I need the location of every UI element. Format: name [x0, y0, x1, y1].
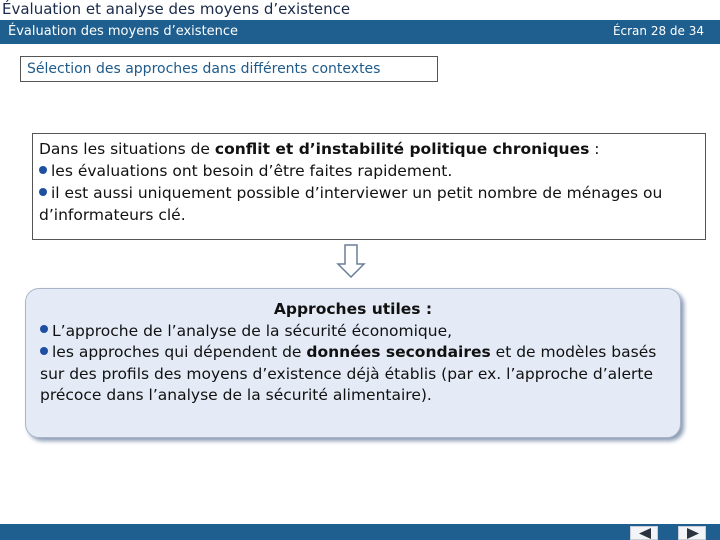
module-title: Évaluation des moyens d’existence: [8, 24, 239, 39]
approaches-title: Approches utiles :: [273, 300, 433, 318]
approaches-bullet-1: L’approche de l’analyse de la sécurité économique,: [40, 321, 666, 343]
bullet-icon: [39, 188, 47, 196]
subheader-bar: [0, 20, 720, 44]
situation-bullet-1: les évaluations ont besoin d’être faites rapidement.: [39, 160, 699, 182]
bullet-icon: [39, 166, 47, 174]
triangle-right-icon: [686, 528, 700, 539]
section-label: Sélection des approches dans différents contextes: [20, 56, 438, 82]
down-arrow-icon: [336, 244, 366, 278]
approaches-panel: [25, 288, 681, 438]
footer-bar: [0, 524, 720, 540]
bullet-icon: [40, 347, 48, 355]
situation-bullet-2: il est aussi uniquement possible d’interviewer un petit nombre de ménages ou d’informateurs clé.: [39, 184, 663, 224]
situation-box: [32, 133, 706, 240]
next-screen-button[interactable]: [678, 526, 706, 540]
course-title: Évaluation et analyse des moyens d’existence: [0, 0, 720, 20]
situation-emphasis: conflit et d’instabilité politique chroniques: [214, 140, 590, 158]
approaches-emphasis: données secondaires: [306, 343, 491, 361]
situation-intro: Dans les situations de conflit et d’instabilité politique chroniques :: [39, 140, 600, 158]
screen-counter: Écran 28 de 34: [612, 24, 704, 38]
approaches-bullet-2: les approches qui dépendent de données secondaires et de modèles basés sur des profils des moyens d’existence déjà établis (par ex. l’approche d’alerte précoce dans l’analyse de la sécurité alimentaire).: [40, 343, 657, 404]
triangle-left-icon: [638, 528, 652, 539]
bullet-icon: [40, 325, 48, 333]
previous-screen-button[interactable]: [630, 526, 658, 540]
